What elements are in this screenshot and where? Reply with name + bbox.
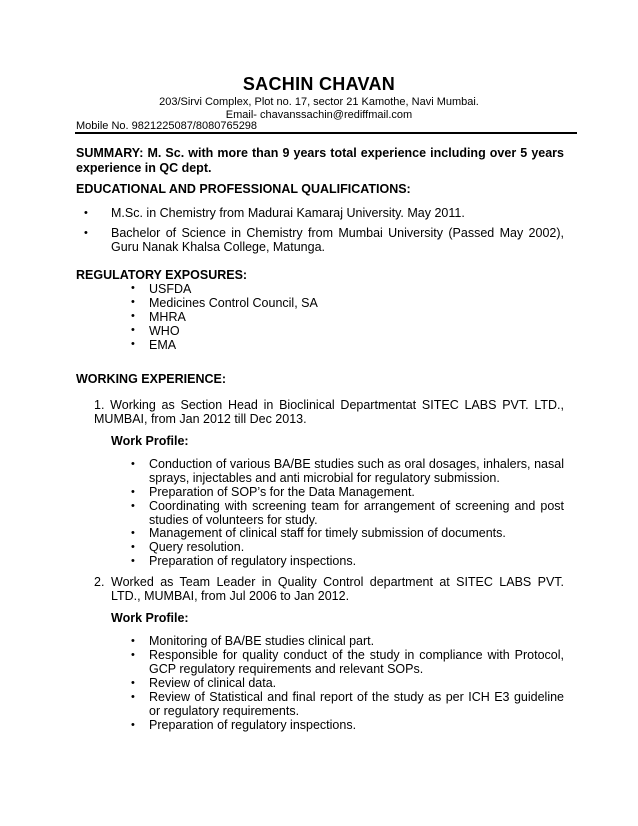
- education-heading: EDUCATIONAL AND PROFESSIONAL QUALIFICATIONS:: [76, 182, 411, 196]
- job1-item: [131, 554, 564, 568]
- job2-item: [131, 690, 564, 718]
- job2-item-text: Review of Statistical and final report of the study as per ICH E3 guideline or regulatory requirements.: [149, 690, 564, 718]
- bullet-icon: •: [131, 324, 135, 336]
- address-line: 203/Sirvi Complex, Plot no. 17, sector 21 Kamothe, Navi Mumbai.: [159, 96, 479, 108]
- bullet-icon: •: [131, 635, 135, 647]
- job2-item-text: Review of clinical data.: [149, 676, 277, 690]
- regulatory-item: [131, 282, 192, 296]
- regulatory-item: [131, 310, 186, 324]
- job2-description: Worked as Team Leader in Quality Control department at SITEC LABS PVT. LTD., MUMBAI, from Jul 2006 to Jan 2012.: [111, 575, 564, 603]
- bullet-icon: •: [131, 500, 135, 512]
- job1-item-text: Coordinating with screening team for arrangement of screening and post studies of volunteers for study.: [149, 499, 564, 527]
- education-item-text: Bachelor of Science in Chemistry from Mumbai University (Passed May 2002), Guru Nanak Khalsa College, Matunga.: [111, 226, 564, 254]
- bullet-icon: •: [131, 458, 135, 470]
- regulatory-heading: REGULATORY EXPOSURES:: [76, 268, 248, 282]
- bullet-icon: •: [131, 310, 135, 322]
- email-line: Email- chavanssachin@rediffmail.com: [225, 109, 413, 121]
- job1-item: [131, 499, 564, 527]
- job2-item-text: Monitoring of BA/BE studies clinical part.: [149, 634, 375, 648]
- education-item-text: M.Sc. in Chemistry from Madurai Kamaraj University. May 2011.: [111, 206, 465, 220]
- job1-item: [131, 485, 564, 499]
- job1-profile-heading: Work Profile:: [111, 434, 189, 448]
- job1-item: [131, 526, 564, 540]
- job2-item: [131, 676, 564, 690]
- bullet-icon: •: [131, 527, 135, 539]
- regulatory-item: [131, 324, 180, 338]
- job1-item: [131, 457, 564, 485]
- job2-number: 2.: [94, 575, 105, 589]
- regulatory-item-text: Medicines Control Council, SA: [149, 296, 318, 310]
- bullet-icon: •: [131, 296, 135, 308]
- regulatory-item: [131, 338, 177, 352]
- bullet-icon: •: [131, 691, 135, 703]
- job1-item-text: Query resolution.: [149, 540, 245, 554]
- bullet-icon: •: [131, 719, 135, 731]
- bullet-icon: •: [131, 649, 135, 661]
- bullet-icon: •: [131, 282, 135, 294]
- education-item: [84, 206, 564, 220]
- job2-item: [131, 718, 564, 732]
- job1-item-text: Preparation of SOP’s for the Data Management.: [149, 485, 415, 499]
- bullet-icon: •: [131, 541, 135, 553]
- job1-item-text: Preparation of regulatory inspections.: [149, 554, 357, 568]
- mobile-line: Mobile No. 9821225087/8080765298: [76, 120, 258, 132]
- experience-heading: WORKING EXPERIENCE:: [76, 372, 227, 386]
- regulatory-item-text: WHO: [149, 324, 180, 338]
- regulatory-item-text: EMA: [149, 338, 177, 352]
- job2-item: [131, 648, 564, 676]
- job2-item-text: Responsible for quality conduct of the study in compliance with Protocol, GCP regulatory requirements and relevant SOPs.: [149, 648, 564, 676]
- bullet-icon: •: [84, 207, 88, 219]
- job1-item: [131, 540, 564, 554]
- header-divider: [75, 132, 577, 134]
- job2-item-text: Preparation of regulatory inspections.: [149, 718, 357, 732]
- bullet-icon: •: [131, 486, 135, 498]
- regulatory-item-text: USFDA: [149, 282, 192, 296]
- job1-item-text: Conduction of various BA/BE studies such as oral dosages, inhalers, nasal sprays, injectables and anti microbial for regulatory submission.: [149, 457, 564, 485]
- regulatory-item: [131, 296, 318, 310]
- job1-description: 1. Working as Section Head in Bioclinical Departmentat SITEC LABS PVT. LTD., MUMBAI, from Jan 2012 till Dec 2013.: [94, 398, 564, 426]
- job1-item-text: Management of clinical staff for timely submission of documents.: [149, 526, 506, 540]
- bullet-icon: •: [131, 338, 135, 350]
- candidate-name: SACHIN CHAVAN: [242, 74, 396, 94]
- education-item: [84, 226, 564, 254]
- job2-item: [131, 634, 564, 648]
- summary-text: SUMMARY: M. Sc. with more than 9 years total experience including over 5 years experience in QC dept.: [76, 146, 564, 175]
- bullet-icon: •: [84, 227, 88, 239]
- regulatory-item-text: MHRA: [149, 310, 186, 324]
- job2-profile-heading: Work Profile:: [111, 611, 189, 625]
- bullet-icon: •: [131, 677, 135, 689]
- bullet-icon: •: [131, 555, 135, 567]
